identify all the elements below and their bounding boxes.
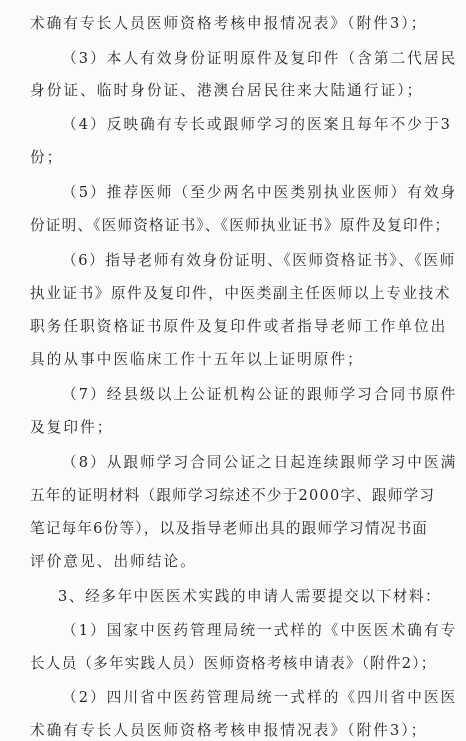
doc-line-13: 及复印件； <box>30 419 114 436</box>
doc-line-8: （6）指导老师有效身份证明、《医师资格证书》、《医师 <box>62 252 456 269</box>
doc-line-16: 笔记每年6份等），以及指导老师出具的跟师学习情况书面 <box>30 520 429 537</box>
doc-line-14: （8）从跟师学习合同公证之日起连续跟师学习中医满 <box>62 454 458 471</box>
doc-line-9: 执业证书》原件及复印件，中医类副主任医师以上专业技术 <box>30 285 452 302</box>
doc-line-20: 长人员（多年实践人员）医师资格考核申请表》（附件2）； <box>30 655 437 672</box>
doc-line-21: （2）四川省中医药管理局统一式样的《四川省中医医 <box>62 689 458 706</box>
doc-line-19: （1）国家中医药管理局统一式样的《中医医术确有专 <box>62 622 458 639</box>
doc-line-4: （4）反映确有专长或跟师学习的医案且每年不少于3 <box>62 116 453 133</box>
doc-line-22: 术确有专长人员医师资格考核申报情况表》（附件3）； <box>30 722 428 739</box>
doc-line-10: 职务任职资格证书原件及复印件或者指导老师工作单位出 <box>30 318 448 335</box>
doc-line-6: （5）推荐医师（至少两名中医类别执业医师）有效身 <box>62 184 458 201</box>
doc-line-3: 身份证、临时身份证、港澳台居民往来大陆通行证）； <box>30 82 424 99</box>
doc-line-18: 3、经多年中医医术实践的申请人需要提交以下材料： <box>58 588 442 605</box>
doc-line-11: 具的从事中医临床工作十五年以上证明原件； <box>30 351 364 368</box>
doc-line-7: 份证明、《医师资格证书》、《医师执业证书》原件及复印件； <box>30 217 451 234</box>
doc-line-2: （3）本人有效身份证明原件及复印件（含第二代居民 <box>62 50 458 67</box>
doc-line-17: 评价意见、出师结论。 <box>30 553 197 570</box>
doc-line-5: 份； <box>30 149 64 166</box>
doc-line-1: 术确有专长人员医师资格考核申报情况表》（附件3）； <box>30 15 428 32</box>
doc-line-12: （7）经县级以上公证机构公证的跟师学习合同书原件 <box>62 386 458 403</box>
doc-line-15: 五年的证明材料（跟师学习综述不少于2000字、跟师学习 <box>30 487 436 504</box>
